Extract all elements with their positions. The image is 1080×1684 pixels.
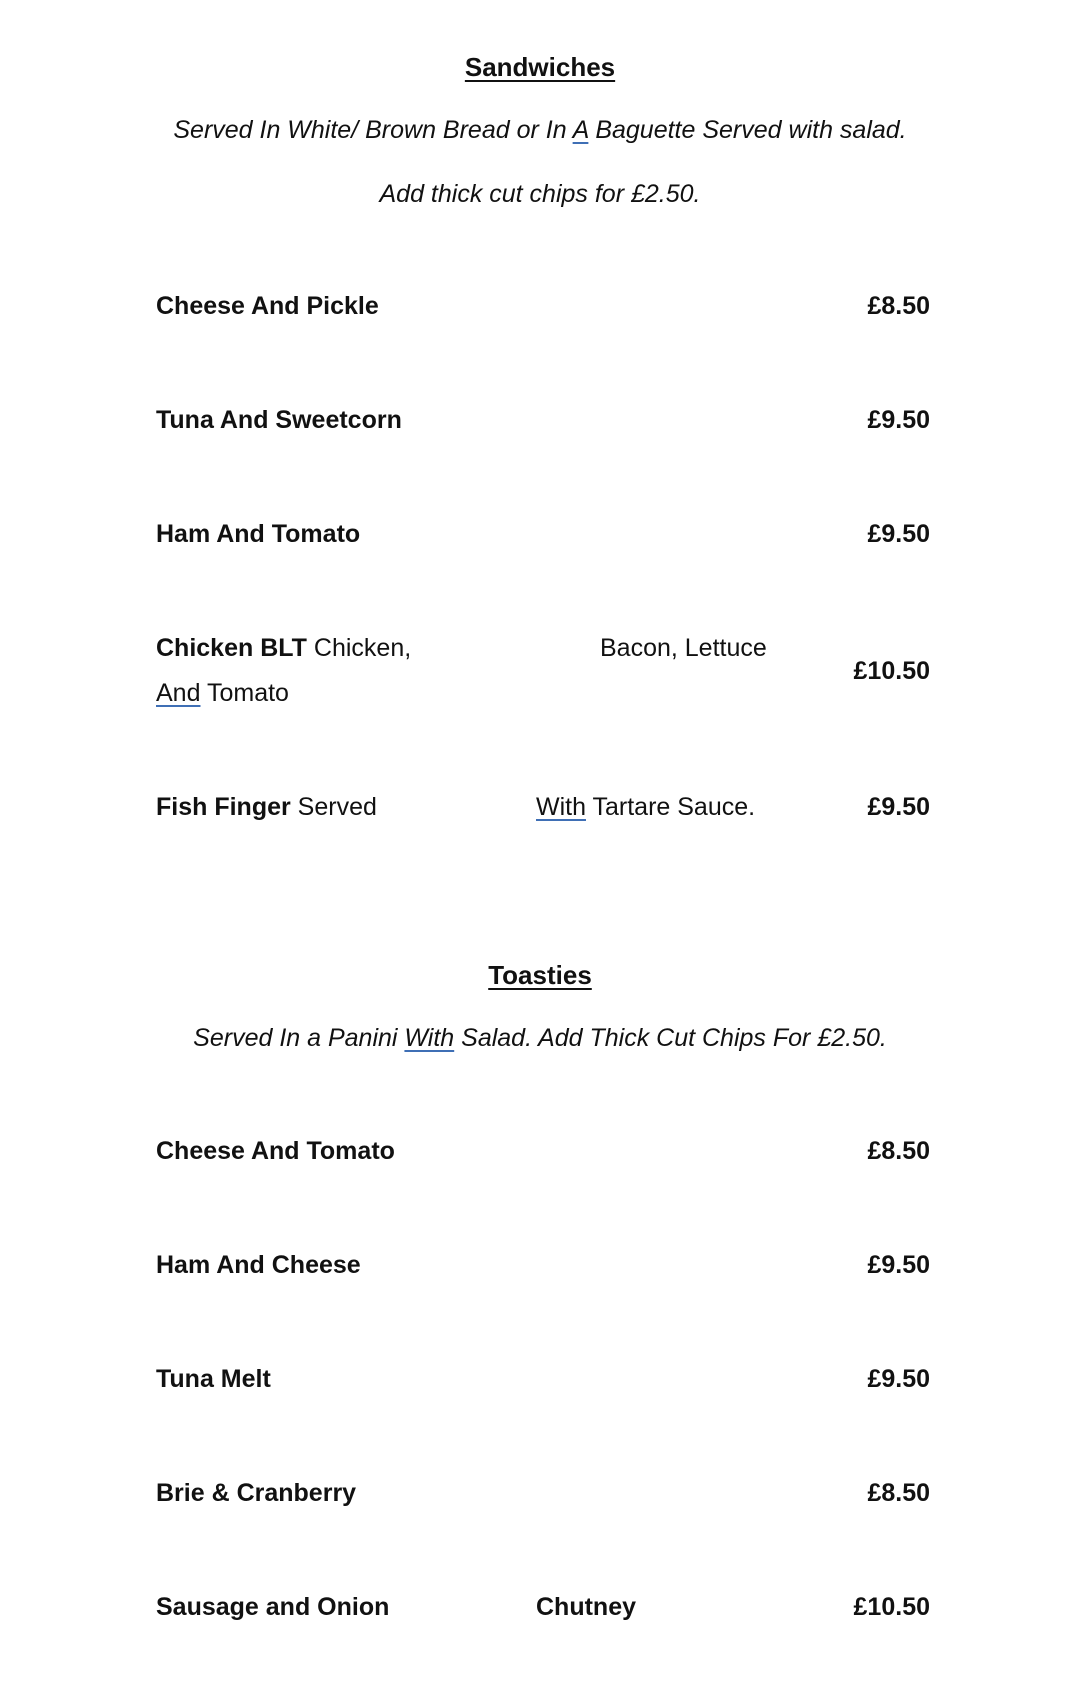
menu-item-price: £9.50 <box>867 406 930 434</box>
sandwiches-intro-text-3: Baguette Served with salad. <box>588 116 907 144</box>
menu-item-name: Sausage and Onion <box>156 1593 390 1621</box>
menu-item-name: Brie & Cranberry <box>156 1479 357 1507</box>
menu-item-desc: Served <box>290 793 377 821</box>
menu-item-desc-mid: With Tartare Sauce. <box>536 793 756 821</box>
toasties-intro-text-1: Served In a Panini <box>193 1024 405 1052</box>
menu-item-price: £9.50 <box>867 793 930 821</box>
menu-item-desc-mid: Chutney <box>536 1593 636 1621</box>
menu-item-name: Tuna And Sweetcorn <box>156 406 402 434</box>
menu-item-name <box>156 793 377 822</box>
menu-item-name: Tuna Melt <box>156 1365 271 1393</box>
menu-item-desc-line-2: And Tomato <box>156 679 289 707</box>
menu-item-price: £10.50 <box>853 1593 930 1621</box>
sandwiches-heading: Sandwiches <box>464 52 616 82</box>
menu-item-name: Ham And Cheese <box>156 1251 361 1279</box>
toasties-intro <box>0 1024 1080 1053</box>
menu-item-name: Cheese And Tomato <box>156 1137 395 1165</box>
menu-item-name <box>156 634 411 663</box>
menu-item-price: £10.50 <box>853 657 930 685</box>
sandwiches-intro-text-2: A <box>572 116 589 144</box>
sandwiches-intro-line-1 <box>0 116 1080 145</box>
menu-item-desc: Chicken, <box>306 634 412 662</box>
sandwiches-intro-text-1: Served In White/ Brown Bread or In <box>173 116 573 144</box>
menu-item-price: £8.50 <box>867 292 930 320</box>
menu-item-price: £9.50 <box>867 1251 930 1279</box>
sandwiches-intro-line-2: Add thick cut chips for £2.50. <box>379 180 701 208</box>
menu-item-price: £9.50 <box>867 1365 930 1393</box>
menu-item-price: £8.50 <box>867 1479 930 1507</box>
menu-item-name: Cheese And Pickle <box>156 292 379 320</box>
toasties-intro-text-2: With <box>404 1024 455 1052</box>
menu-item-price: £9.50 <box>867 520 930 548</box>
menu-item-title: Fish Finger <box>156 793 291 821</box>
toasties-intro-text-3: Salad. Add Thick Cut Chips For £2.50. <box>454 1024 887 1052</box>
menu-item-name: Ham And Tomato <box>156 520 361 548</box>
menu-item-title: Chicken BLT <box>156 634 307 662</box>
menu-item-price: £8.50 <box>867 1137 930 1165</box>
toasties-heading: Toasties <box>488 960 592 990</box>
menu-item-desc-mid: Bacon, Lettuce <box>600 634 767 662</box>
